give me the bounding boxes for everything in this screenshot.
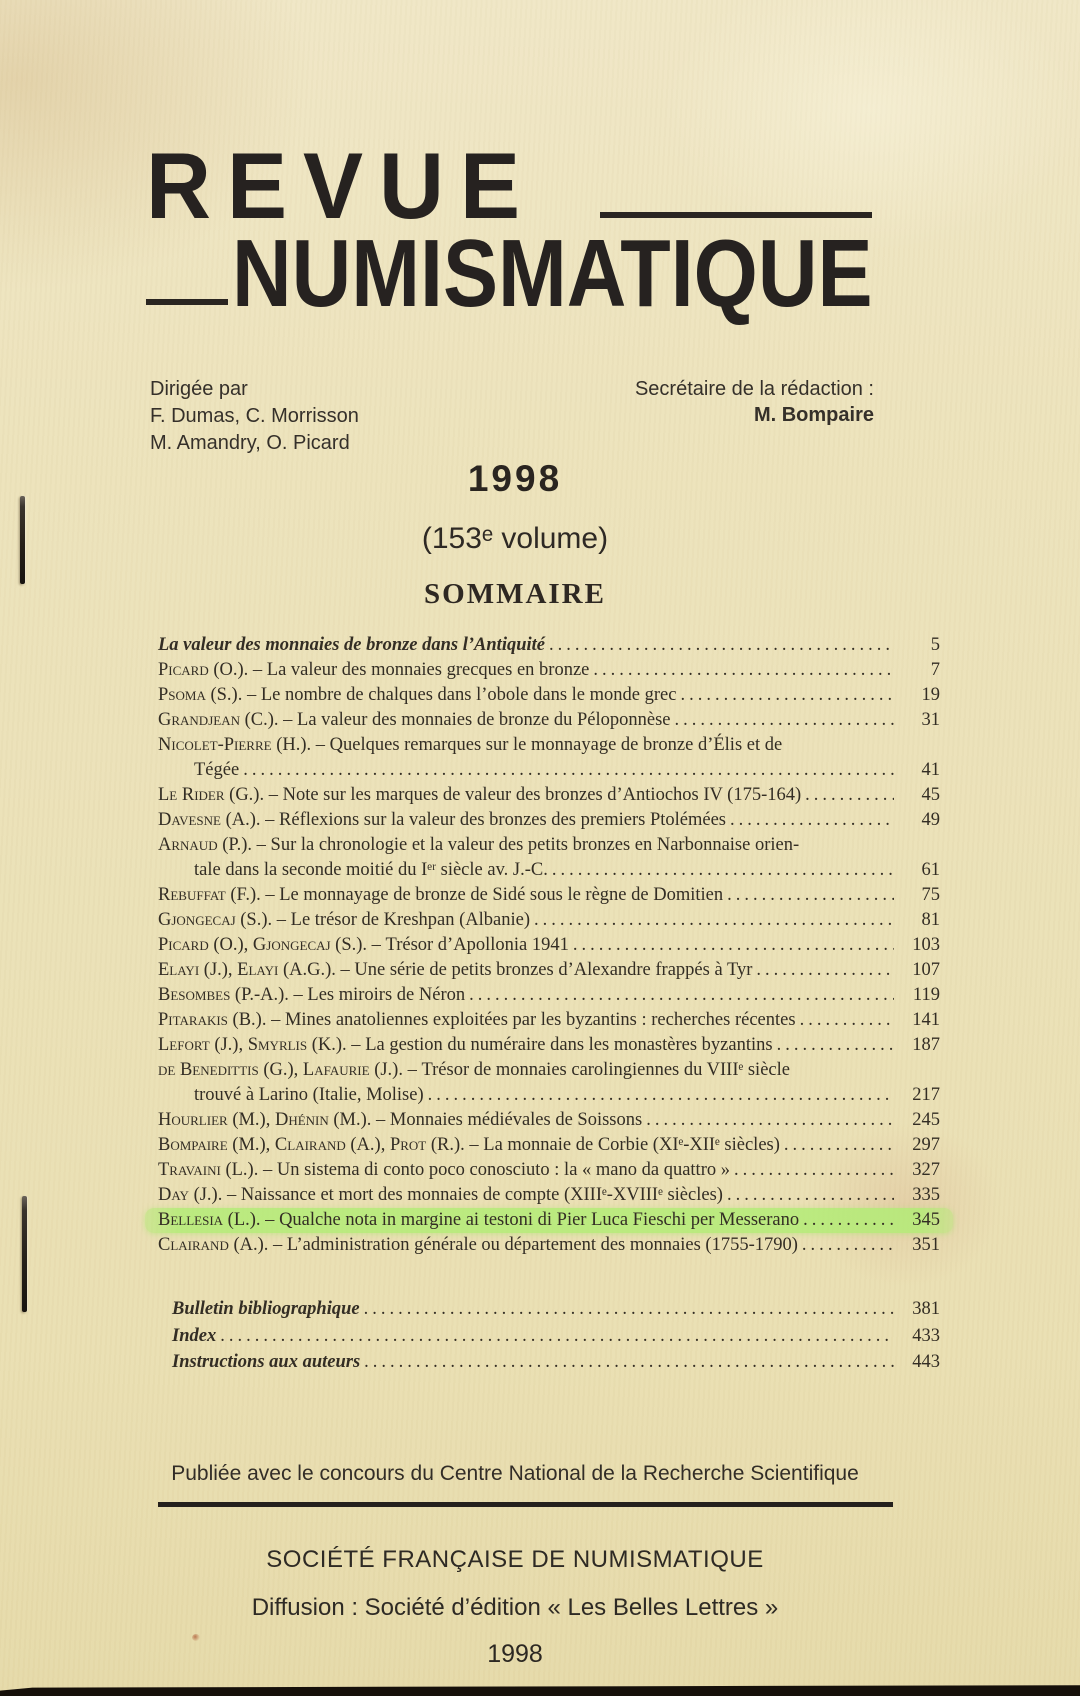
toc-entry-page-number: 5 — [930, 635, 940, 655]
back-matter-title: Instructions aux auteurs — [172, 1352, 361, 1372]
toc-entry-page-number: 75 — [921, 885, 940, 905]
toc-entry-authors: Picard (O.), Gjongecaj (S.). – — [158, 935, 386, 955]
toc-entry-line1 — [158, 933, 940, 958]
toc-entry — [158, 1233, 940, 1258]
toc-entry-title: Une série de petits bronzes d’Alexandre frappés à Tyr — [354, 960, 753, 980]
toc-entry — [158, 1033, 940, 1058]
toc-entry-title: La monnaie de Corbie (XIᵉ-XIIᵉ siècles) — [483, 1135, 780, 1155]
toc-entry-title: Monnaies médiévales de Soissons — [389, 1110, 643, 1130]
toc-entry-page-number: 119 — [912, 985, 940, 1005]
toc-entry-title: Note sur les marques de valeur des bronzes d’Antiochos IV (175-164) — [282, 785, 802, 805]
toc-entry-page-number: 187 — [912, 1035, 940, 1055]
toc-entry-line1 — [158, 1133, 940, 1158]
toc-entry-title: Les miroirs de Néron — [307, 985, 466, 1005]
toc-entry-page-number: 297 — [912, 1135, 940, 1155]
toc-entry-authors: Le Rider (G.). – — [158, 785, 283, 805]
dot-leader — [573, 933, 894, 958]
toc-entry-authors: Lefort (J.), Smyrlis (K.). – — [158, 1035, 366, 1055]
diffusion-line: Diffusion : Société d’édition « Les Belles Lettres » — [251, 1594, 779, 1621]
toc-entry-title: La valeur des monnaies de bronze dans l’Antiquité — [158, 635, 545, 655]
dot-leader — [364, 1296, 894, 1323]
toc-entry — [158, 708, 940, 733]
back-matter-row — [172, 1323, 940, 1350]
dot-leader — [675, 708, 895, 733]
toc-entry — [158, 908, 940, 933]
toc-entry-title-continued: Tégée — [194, 760, 240, 780]
toc-entry-line1 — [158, 708, 940, 733]
toc-entry-line1 — [158, 908, 940, 933]
toc-entry-title: Le trésor de Kreshpan (Albanie) — [290, 910, 531, 930]
toc-entry-line1 — [158, 958, 940, 983]
dot-leader — [805, 783, 894, 808]
toc-entry-page-number: 61 — [921, 860, 940, 880]
photo-edge-shadow — [0, 1684, 1080, 1696]
toc-entry — [158, 1158, 940, 1183]
toc-entry — [158, 833, 940, 883]
toc-entry-authors: Elayi (J.), Elayi (A.G.). – — [158, 960, 355, 980]
toc-entry-page-number: 41 — [921, 760, 940, 780]
toc-entry-line1 — [158, 733, 940, 758]
toc-entry-title: Un sistema di conto poco conosciuto : la « mano da quattro » — [276, 1160, 730, 1180]
toc-entry-title: Naissance et mort des monnaies de compte (XIIIᵉ-XVIIIᵉ siècles) — [240, 1185, 723, 1205]
director-names-2: M. Amandry, O. Picard — [150, 432, 350, 454]
toc-entry-line1 — [158, 1108, 940, 1133]
journal-title-line2: NUMISMATIQUE — [232, 220, 873, 327]
dot-leader — [734, 1158, 894, 1183]
toc-entry-authors: Davesne (A.). – — [158, 810, 280, 830]
toc-entry-line2 — [158, 758, 940, 783]
toc-entry-authors: Day (J.). – — [158, 1185, 241, 1205]
toc-entry — [158, 783, 940, 808]
toc-entry-line1 — [158, 683, 940, 708]
toc-entry-line1 — [158, 808, 940, 833]
dot-leader — [803, 1208, 894, 1233]
dot-leader — [364, 1349, 894, 1376]
toc-entry-line1 — [158, 983, 940, 1008]
toc-entry — [158, 633, 940, 658]
toc-entry-page-number: 45 — [921, 785, 940, 805]
toc-entry — [158, 1208, 940, 1233]
dot-leader — [549, 633, 894, 658]
toc-entry-line1 — [158, 1058, 940, 1083]
toc-entry-line1 — [158, 633, 940, 658]
dot-leader — [243, 758, 894, 783]
toc-entry-title: Quelques remarques sur le monnayage de bronze d’Élis et de — [329, 735, 783, 755]
editors-block — [150, 376, 359, 457]
toc-entry-page-number: 7 — [930, 660, 940, 680]
toc-entry-title: Mines anatoliennes exploitées par les byzantins : recherches récentes — [284, 1010, 796, 1030]
toc-entry-line1 — [158, 883, 940, 908]
dot-leader — [428, 1083, 894, 1108]
secretary-block — [635, 376, 874, 428]
footer-rule — [158, 1502, 893, 1507]
toc-entry — [158, 983, 940, 1008]
back-matter-page-number: 433 — [912, 1325, 940, 1346]
masthead-rule-top — [600, 212, 872, 218]
dot-leader — [593, 658, 894, 683]
dot-leader — [220, 1323, 894, 1350]
back-matter-page-number: 381 — [912, 1299, 940, 1319]
toc-entry — [158, 958, 940, 983]
toc-back-matter — [172, 1296, 940, 1376]
toc-entry-authors: Bompaire (M.), Clairand (A.), Prot (R.). – — [158, 1135, 484, 1155]
toc-entry-page-number: 19 — [921, 685, 940, 705]
toc-entry-page-number: 107 — [912, 960, 940, 980]
toc-list — [158, 633, 940, 1258]
toc-entry-line1 — [158, 1008, 940, 1033]
toc-entry-authors: Clairand (A.). – — [158, 1235, 287, 1255]
toc-entry-page-number: 345 — [912, 1210, 940, 1230]
dot-leader — [777, 1033, 894, 1058]
staple-top — [20, 496, 25, 584]
toc-entry-authors: Besombes (P.-A.). – — [158, 985, 308, 1005]
toc-entry-authors: Bellesia (L.). – — [158, 1210, 280, 1230]
back-matter-row — [172, 1349, 940, 1376]
toc-entry-page-number: 103 — [912, 935, 940, 955]
toc-entry-authors: Picard (O.). – — [158, 660, 267, 680]
toc-entry-authors: Grandjean (C.). – — [158, 710, 298, 730]
toc-entry-page-number: 335 — [912, 1185, 940, 1205]
toc-entry-line2 — [158, 858, 940, 883]
edition-year: 1998 — [467, 458, 563, 499]
toc-entry — [158, 883, 940, 908]
toc-entry-title: Trésor d’Apollonia 1941 — [385, 935, 569, 955]
toc-entry-title: Qualche nota in margine ai testoni di Pier Luca Fieschi per Messerano — [279, 1210, 800, 1230]
secretary-label: Secrétaire de la rédaction : — [634, 378, 874, 400]
cnrs-credit-line: Publiée avec le concours du Centre National de la Recherche Scientifique — [171, 1462, 859, 1485]
toc-entry-line1 — [158, 1158, 940, 1183]
toc-entry-title: La gestion du numéraire dans les monastères byzantins — [365, 1035, 773, 1055]
toc-entry — [158, 683, 940, 708]
director-names-1: F. Dumas, C. Morrisson — [150, 405, 359, 427]
dot-leader — [680, 683, 894, 708]
toc-entry-authors: Pitarakis (B.). – — [158, 1010, 285, 1030]
masthead-rule-bottom — [146, 299, 228, 305]
paper-stain — [192, 1634, 200, 1641]
toc-entry-title: Sur la chronologie et la valeur des petits bronzes en Narbonnaise orien- — [270, 835, 800, 855]
toc-entry-line1 — [158, 783, 940, 808]
toc-entry-line1 — [158, 1233, 940, 1258]
dot-leader — [784, 1133, 894, 1158]
volume-number: (153ᵉ volume) — [421, 522, 609, 555]
dot-leader — [756, 958, 894, 983]
dot-leader — [730, 808, 894, 833]
toc-entry — [158, 808, 940, 833]
toc-entry-line2 — [158, 1083, 940, 1108]
toc-entry-authors: Gjongecaj (S.). – — [158, 910, 291, 930]
toc-entry-title: La valeur des monnaies de bronze du Péloponnèse — [297, 710, 671, 730]
back-matter-row — [172, 1296, 940, 1323]
dot-leader — [534, 908, 894, 933]
dot-leader — [802, 1233, 894, 1258]
dot-leader — [727, 1183, 894, 1208]
toc-entry-authors: Psoma (S.). – — [158, 685, 261, 705]
toc-entry-title: Le monnayage de bronze de Sidé sous le règne de Domitien — [279, 885, 724, 905]
dot-leader — [727, 883, 894, 908]
toc-entry — [158, 933, 940, 958]
toc-entry-page-number: 351 — [912, 1235, 940, 1255]
toc-entry-title: Le nombre de chalques dans l’obole dans le monde grec — [260, 685, 677, 705]
toc-heading: SOMMAIRE — [424, 578, 606, 610]
toc-entry — [158, 1108, 940, 1133]
toc-entry-page-number: 81 — [921, 910, 940, 930]
toc-entry-authors: de Benedittis (G.), Lafaurie (J.). – — [158, 1060, 422, 1080]
toc-entry — [158, 1058, 940, 1108]
dot-leader — [552, 858, 894, 883]
toc-entry — [158, 658, 940, 683]
toc-entry — [158, 1183, 940, 1208]
toc-entry-page-number: 217 — [912, 1085, 940, 1105]
toc-entry-authors: Travaini (L.). – — [158, 1160, 277, 1180]
toc-entry — [158, 733, 940, 783]
toc-entry-title: Trésor de monnaies carolingiennes du VIIIᵉ siècle — [421, 1060, 790, 1080]
toc-entry-page-number: 31 — [921, 710, 940, 730]
toc-entry-line1 — [158, 833, 940, 858]
dot-leader — [469, 983, 894, 1008]
toc-entry-line1 — [158, 1033, 940, 1058]
toc-entry-title: La valeur des monnaies grecques en bronze — [266, 660, 590, 680]
toc-entry-title: L’administration générale ou département des monnaies (1755-1790) — [286, 1235, 798, 1255]
toc-entry — [158, 1008, 940, 1033]
toc-entry-line1 — [145, 1208, 953, 1233]
footer-year: 1998 — [487, 1640, 543, 1668]
toc-entry-line1 — [158, 1183, 940, 1208]
toc-entry-title-continued: trouvé à Larino (Italie, Molise) — [194, 1085, 424, 1105]
staple-bottom — [22, 1196, 27, 1312]
toc-entry-title: Réflexions sur la valeur des bronzes des premiers Ptolémées — [279, 810, 726, 830]
toc-entry-authors: Arnaud (P.). – — [158, 835, 271, 855]
toc-entry-authors: Hourlier (M.), Dhénin (M.). – — [158, 1110, 390, 1130]
toc-entry-authors: Nicolet-Pierre (H.). – — [158, 735, 330, 755]
toc-entry-page-number: 245 — [912, 1110, 940, 1130]
toc-entry-authors: Rebuffat (F.). – — [158, 885, 280, 905]
society-name: SOCIÉTÉ FRANÇAISE DE NUMISMATIQUE — [266, 1546, 764, 1573]
back-matter-title: Bulletin bibliographique — [172, 1299, 360, 1319]
toc-entry-page-number: 327 — [912, 1160, 940, 1180]
dot-leader — [646, 1108, 894, 1133]
directed-by-label: Dirigée par — [150, 378, 248, 400]
toc-entry-line1 — [158, 658, 940, 683]
secretary-name: M. Bompaire — [753, 404, 874, 426]
toc-entry-page-number: 49 — [921, 810, 940, 830]
toc-entry-title-continued: tale dans la seconde moitié du Iᵉʳ siècle av. J.-C. — [194, 860, 548, 880]
dot-leader — [800, 1008, 894, 1033]
toc-entry — [158, 1133, 940, 1158]
back-matter-title: Index — [172, 1325, 217, 1346]
journal-title-line1: REVUE — [146, 134, 537, 239]
toc-entry-page-number: 141 — [912, 1010, 940, 1030]
back-matter-page-number: 443 — [912, 1352, 940, 1372]
